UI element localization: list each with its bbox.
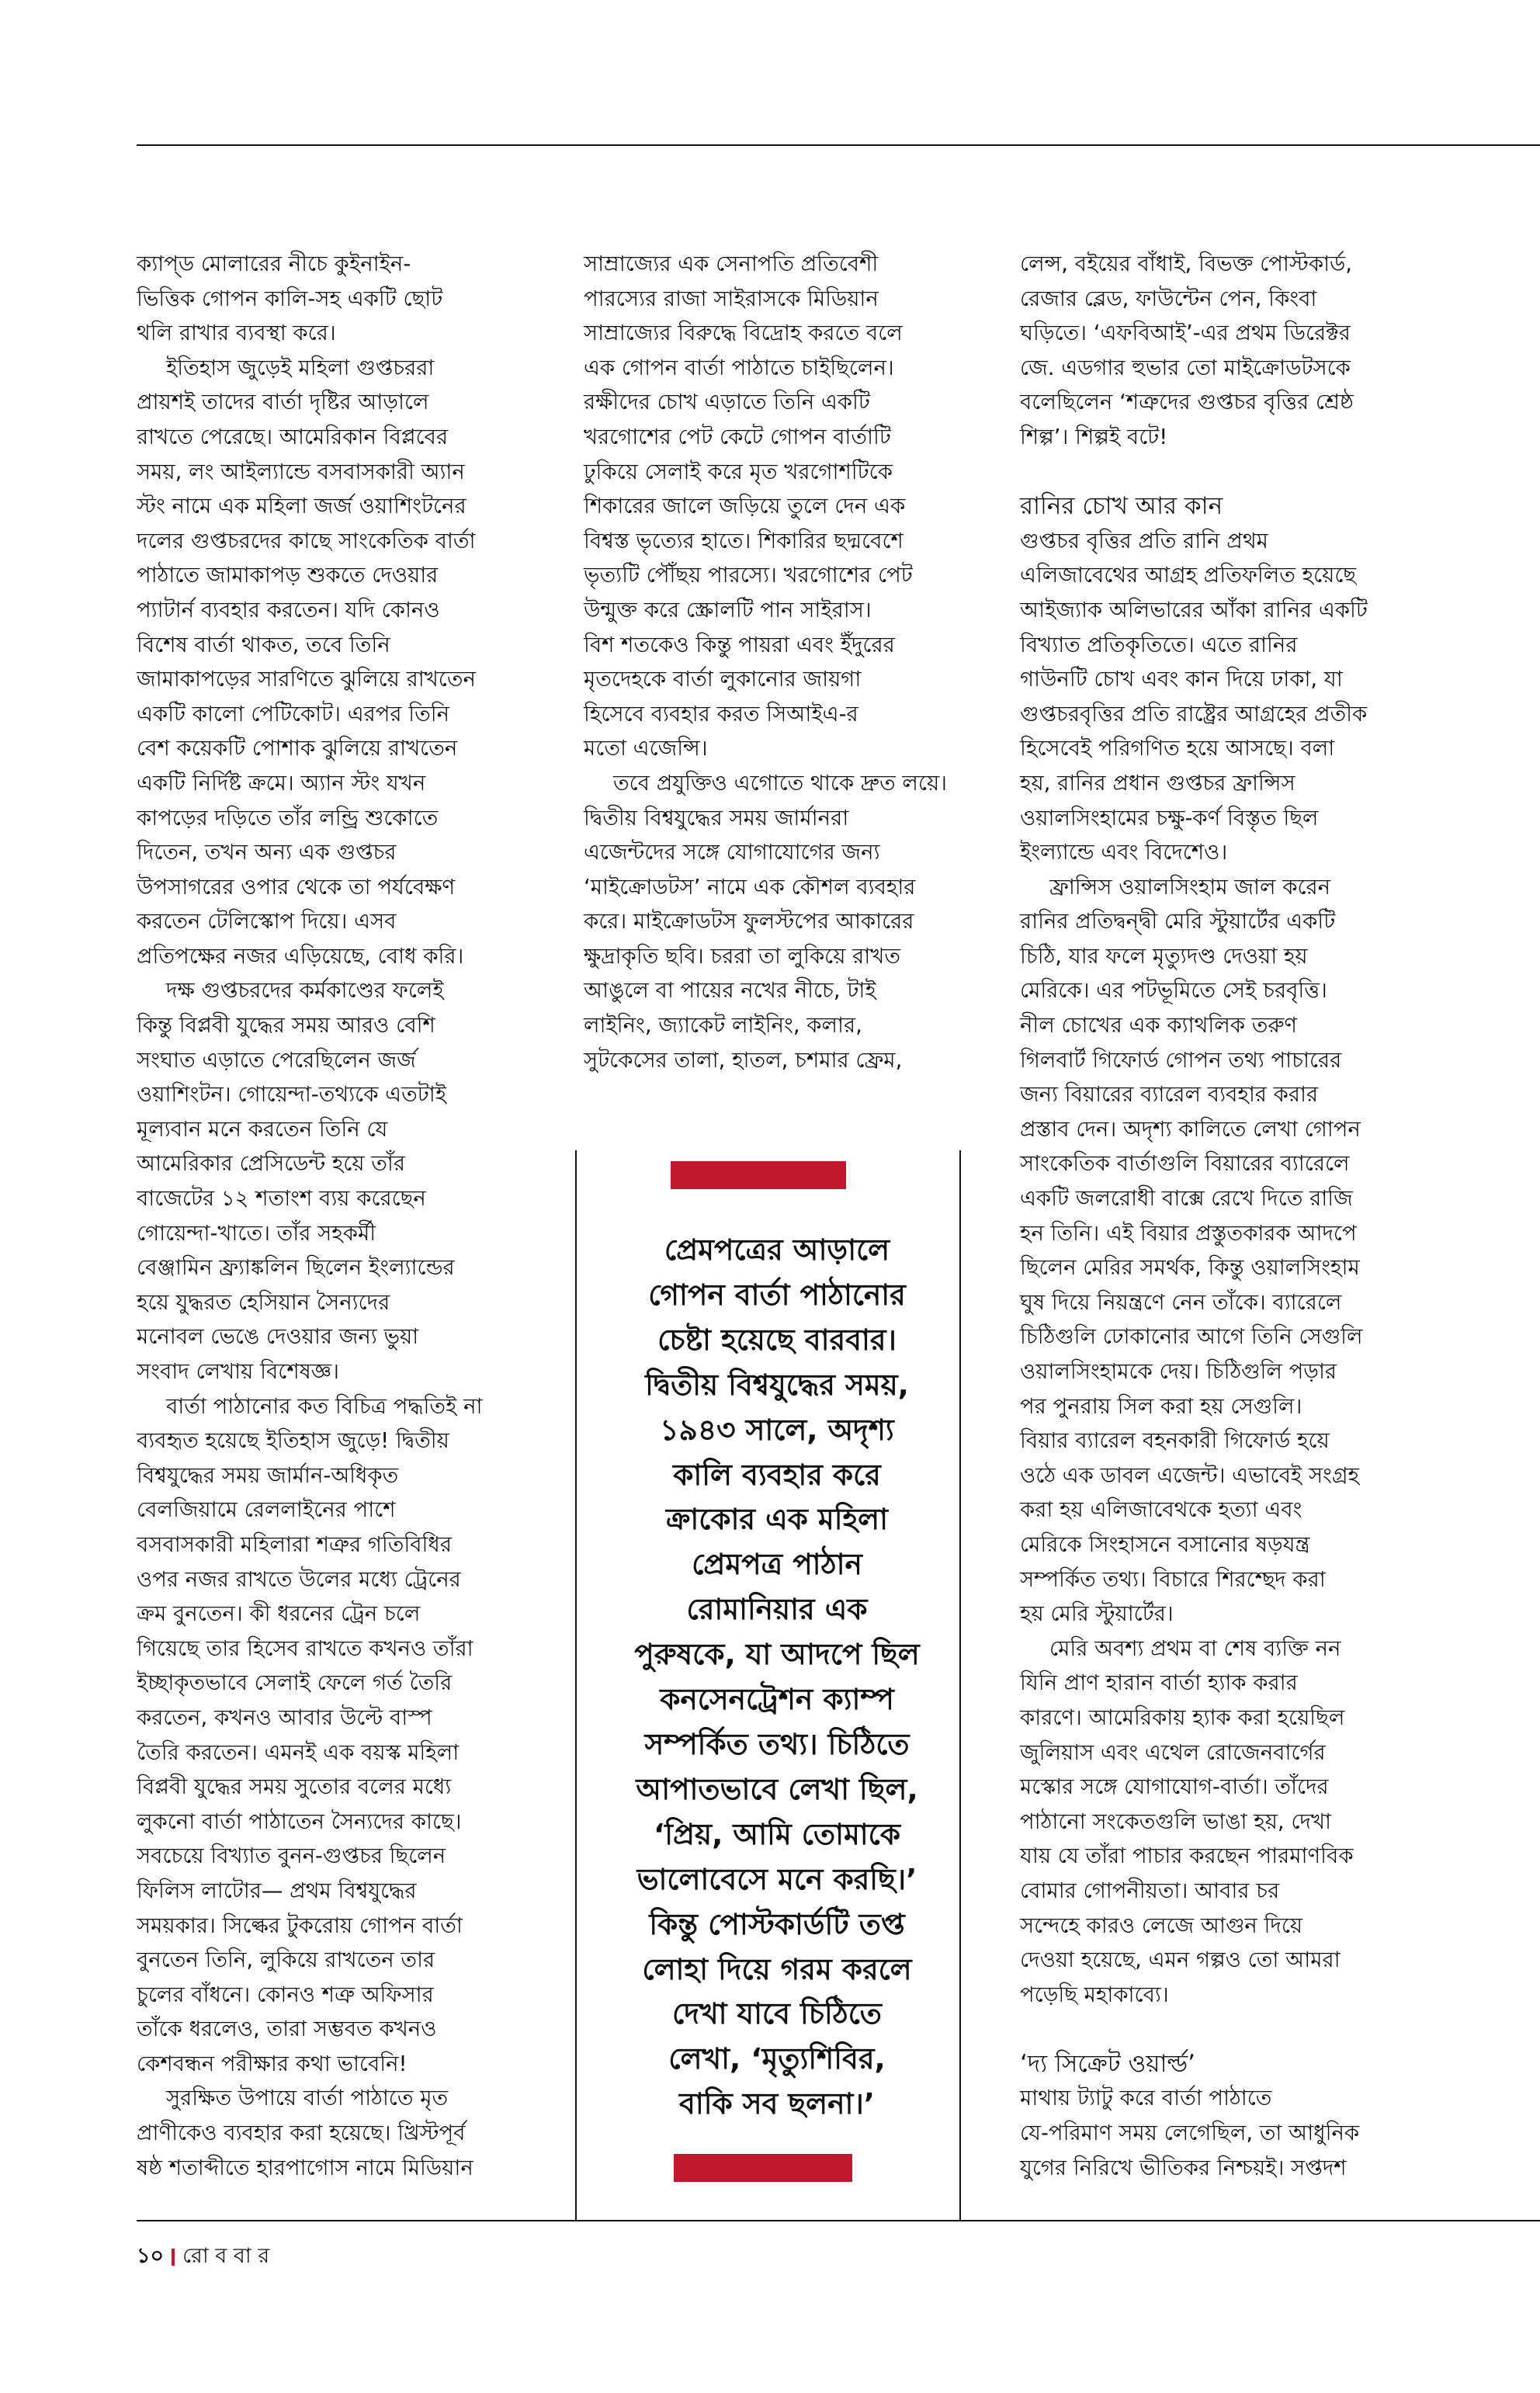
quote-line: ভালোবেসে মনে করছি।’ — [636, 1861, 917, 1896]
quote-line: ‘প্রিয়, আমি তোমাকে — [654, 1816, 900, 1851]
text-line: আইজ্যাক অলিভারের আঁকা রানির একটি — [1020, 597, 1368, 623]
section-heading: ‘দ্য সিক্রেট ওয়ার্ল্ড’ — [1020, 2049, 1196, 2078]
text-line: হিসেবে ব্যবহার করত সিআইএ-র — [584, 701, 858, 727]
text-line: যে-পরিমাণ সময় লেগেছিল, তা আধুনিক — [1020, 2121, 1360, 2146]
text-line: তবে প্রযুক্তিও এগোতে থাকে দ্রুত লয়ে। — [613, 770, 947, 796]
text-line: চিঠিগুলি ঢোকানোর আগে তিনি সেগুলি — [1020, 1324, 1363, 1350]
quote-line: লোহা দিয়ে গরম করলে — [642, 1951, 912, 1986]
text-line: আঙুলে বা পায়ের নখের নীচে, টাই — [584, 978, 876, 1004]
text-line: জুলিয়াস এবং এথেল রোজেনবার্গের — [1020, 1739, 1326, 1765]
text-line: গিয়েছে তার হিসেব রাখতে কখনও তাঁরা — [137, 1635, 473, 1661]
text-line: মূল্যবান মনে করতেন তিনি যে — [137, 1116, 388, 1142]
quote-line: দ্বিতীয় বিশ্বযুদ্ধের সময়, — [645, 1367, 909, 1402]
text-line: ছিলেন মেরির সমর্থক, কিন্তু ওয়ালসিংহাম — [1020, 1255, 1360, 1281]
text-line: দিতেন, তখন অন্য এক গুপ্তচর — [137, 840, 397, 865]
text-line: ঘুষ দিয়ে নিয়ন্ত্রণে নেন তাঁকে। ব্যারেলে — [1020, 1289, 1342, 1315]
text-line: কারণে। আমেরিকায় হ্যাক করা হয়েছিল — [1020, 1705, 1345, 1730]
text-line: মেরিকে সিংহাসনে বসানোর ষড়যন্ত্র — [1020, 1531, 1310, 1557]
text-line: সাম্রাজ্যের বিরুদ্ধে বিদ্রোহ করতে বলে — [584, 321, 903, 346]
text-line: রাখতে পেরেছে। আমেরিকান বিপ্লবের — [137, 424, 449, 449]
quote-line: লেখা, ‘মৃত্যুশিবির, — [668, 2041, 886, 2076]
text-line: ক্রম বুনতেন। কী ধরনের ট্রেন চলে — [137, 1601, 421, 1627]
text-line: ব্যবহৃত হয়েছে ইতিহাস জুড়ে! দ্বিতীয় — [137, 1428, 449, 1454]
text-line: ক্ষুদ্রাকৃতি ছবি। চররা তা লুকিয়ে রাখত — [584, 943, 900, 969]
text-line: ইতিহাস জুড়েই মহিলা গুপ্তচররা — [166, 355, 435, 380]
text-line: মনোবল ভেঙে দেওয়ার জন্য ভুয়া — [137, 1324, 419, 1350]
text-line: হিসেবেই পরিগণিত হয়ে আসছে। বলা — [1020, 736, 1335, 761]
text-line: ইংল্যান্ডে এবং বিদেশেও। — [1020, 840, 1228, 865]
text-line: একটি কালো পেটিকোট। এরপর তিনি — [137, 701, 450, 727]
text-line: দ্বিতীয় বিশ্বযুদ্ধের সময় জার্মানরা — [584, 805, 849, 831]
quote-line: কনসেনট্রেশন ক্যাম্প — [660, 1682, 894, 1717]
text-line: জামাকাপড়ের সারণিতে ঝুলিয়ে রাখতেন — [137, 667, 476, 692]
text-line: ভিত্তিক গোপন কালি-সহ একটি ছোট — [137, 286, 443, 311]
text-line: উন্মুক্ত করে স্ক্রোলটি পান সাইরাস। — [584, 597, 872, 623]
text-line: পর পুনরায় সিল করা হয় সেগুলি। — [1020, 1393, 1302, 1419]
text-line: করতেন, কখনও আবার উল্টে বাস্প — [137, 1705, 432, 1730]
text-line: লেন্স, বইয়ের বাঁধাই, বিভক্ত পোস্টকার্ড, — [1020, 251, 1353, 276]
text-line: সাংকেতিক বার্তাগুলি বিয়ারের ব্যারেলে — [1020, 1151, 1350, 1177]
text-line: সম্পর্কিত তথ্য। বিচারে শিরশ্ছেদ করা — [1020, 1566, 1326, 1592]
text-line: প্যাটার্ন ব্যবহার করতেন। যদি কোনও — [137, 597, 440, 623]
text-line: দলের গুপ্তচরদের কাছে সাংকেতিক বার্তা — [137, 528, 476, 553]
text-line: উপসাগরের ওপার থেকে তা পর্যবেক্ষণ — [137, 874, 456, 900]
text-line: পাঠাতে জামাকাপড় শুকতে দেওয়ার — [137, 563, 439, 588]
text-line: গিলবার্ট গিফোর্ড গোপন তথ্য পাচারের — [1020, 1047, 1342, 1073]
text-line: জন্য বিয়ারের ব্যারেল ব্যবহার করার — [1020, 1082, 1319, 1108]
text-line: হয়, রানির প্রধান গুপ্তচর ফ্রান্সিস — [1020, 770, 1295, 796]
text-line: সময়কার। সিল্কের টুকরোয় গোপন বার্তা — [137, 1913, 463, 1938]
text-line: বেশ কয়েকটি পোশাক ঝুলিয়ে রাখতেন — [137, 736, 458, 761]
text-line: তাঁকে ধরলেও, তারা সম্ভবত কখনও — [137, 2017, 437, 2042]
text-line: প্রাণীকেও ব্যবহার করা হয়েছে। খ্রিস্টপূর্ব — [137, 2121, 466, 2146]
text-line: বিশ শতকেও কিন্তু পায়রা এবং ইঁদুরের — [584, 632, 895, 657]
text-line: এজেন্টদের সঙ্গে যোগাযোগের জন্য — [584, 840, 880, 865]
text-line: যিনি প্রাণ হারান বার্তা হ্যাক করার — [1020, 1670, 1298, 1696]
text-line: কাপড়ের দড়িতে তাঁর লন্ড্রি শুকোতে — [137, 805, 439, 831]
text-line: মেরিকে। এর পটভূমিতে সেই চরবৃত্তি। — [1020, 978, 1327, 1004]
text-line: এক গোপন বার্তা পাঠাতে চাইছিলেন। — [584, 355, 894, 380]
text-line: সাম্রাজ্যের এক সেনাপতি প্রতিবেশী — [584, 251, 879, 276]
text-line: হন তিনি। এই বিয়ার প্রস্তুতকারক আদপে — [1020, 1220, 1357, 1246]
text-line: গাউনটি চোখ এবং কান দিয়ে ঢাকা, যা — [1020, 667, 1343, 692]
text-line: ওয়াশিংটন। গোয়েন্দা-তথ্যকে এতটাই — [137, 1082, 446, 1108]
text-line: হয় মেরি স্টুয়ার্টের। — [1020, 1601, 1174, 1627]
text-line: একটি নির্দিষ্ট ক্রমে। অ্যান স্টং যখন — [137, 770, 426, 796]
text-line: প্রায়শই তাদের বার্তা দৃষ্টির আড়ালে — [137, 390, 429, 415]
text-line: তৈরি করতেন। এমনই এক বয়স্ক মহিলা — [137, 1739, 460, 1765]
page-number: ১০ — [137, 2244, 165, 2268]
text-line: পারস্যের রাজা সাইরাসকে মিডিয়ান — [584, 286, 879, 311]
text-line: চিঠি, যার ফলে মৃত্যুদণ্ড দেওয়া হয় — [1020, 943, 1308, 969]
text-line: কেশবন্ধন পরীক্ষার কথা ভাবেনি! — [137, 2051, 408, 2076]
section-name: রো ব বা র — [182, 2244, 270, 2268]
quote-line: ১৯৪৩ সালে, অদৃশ্য — [660, 1412, 894, 1447]
pull-quote — [596, 1228, 958, 2127]
quote-line: ক্রাকোর এক মহিলা — [666, 1502, 888, 1537]
text-line: বিপ্লবী যুদ্ধের সময় সুতোর বলের মধ্যে — [137, 1774, 452, 1800]
text-line: ঢুকিয়ে সেলাই করে মৃত খরগোশটিকে — [584, 459, 893, 484]
top-rule — [137, 144, 1540, 146]
text-line: সময়, লং আইল্যান্ডে বসবাসকারী অ্যান — [137, 459, 465, 484]
text-line: গুপ্তচরবৃত্তির প্রতি রাষ্ট্রের আগ্রহের প্রতীক — [1020, 701, 1368, 727]
text-line: বুনতেন তিনি, লুকিয়ে রাখতেন তার — [137, 1947, 435, 1973]
text-line: ক্যাপ্ড মোলারের নীচে কুইনাইন- — [137, 251, 411, 276]
text-line: নীল চোখের এক ক্যাথলিক তরুণ — [1020, 1013, 1298, 1039]
text-line: ‘মাইক্রোডটস’ নামে এক কৌশল ব্যবহার — [584, 874, 916, 900]
text-line: রেজার ব্লেড, ফাউন্টেন পেন, কিংবা — [1020, 286, 1317, 311]
text-line: প্রতিপক্ষের নজর এড়িয়েছে, বোধ করি। — [137, 943, 464, 969]
quote-line: পুরুষকে, যা আদপে ছিল — [634, 1637, 920, 1672]
text-line: রানির প্রতিদ্বন্দ্বী মেরি স্টুয়ার্টের একটি — [1020, 909, 1336, 935]
text-line: চুলের বাঁধনে। কোনও শত্রু অফিসার — [137, 1982, 434, 2007]
text-line: মৃতদেহকে বার্তা লুকানোর জায়গা — [584, 667, 862, 692]
text-line: যায় যে তাঁরা পাচার করছেন পারমাণবিক — [1020, 1843, 1354, 1869]
text-line: ষষ্ঠ শতাব্দীতে হারপাগোস নামে মিডিয়ান — [137, 2155, 473, 2180]
text-line: গুপ্তচর বৃত্তির প্রতি রানি প্রথম — [1020, 528, 1268, 553]
accent-bar-bottom — [674, 2154, 852, 2182]
text-line: সংঘাত এড়াতে পেরেছিলেন জর্জ — [137, 1047, 416, 1073]
text-line: শিল্প’। শিল্পই বটে! — [1020, 424, 1168, 449]
text-line: পড়েছি মহাকাব্যে। — [1020, 1982, 1169, 2007]
text-line: মতো এজেন্সি। — [584, 736, 708, 761]
accent-bar-top — [671, 1161, 846, 1189]
text-line: ঘড়িতে। ‘এফবিআই’-এর প্রথম ডিরেক্টর — [1020, 321, 1351, 346]
quote-line: আপাতভাবে লেখা ছিল, — [636, 1771, 918, 1806]
quote-line: প্রেমপত্রের আড়ালে — [664, 1233, 890, 1267]
text-line: সন্দেহে কারও লেজে আগুন দিয়ে — [1020, 1913, 1303, 1938]
text-line: ইচ্ছাকৃতভাবে সেলাই ফেলে গর্ত তৈরি — [137, 1670, 453, 1696]
bottom-rule — [137, 2220, 1540, 2221]
quote-line: চেষ্টা হয়েছে বারবার। — [657, 1322, 897, 1357]
text-line: দেওয়া হয়েছে, এমন গল্পও তো আমরা — [1020, 1947, 1341, 1973]
text-line: হয়ে যুদ্ধরত হেসিয়ান সৈন্যদের — [137, 1289, 390, 1315]
text-line: বিখ্যাত প্রতিকৃতিতে। এতে রানির — [1020, 632, 1298, 657]
text-line: বিশেষ বার্তা থাকত, তবে তিনি — [137, 632, 390, 657]
text-line: বিশ্বযুদ্ধের সময় জার্মান-অধিকৃত — [137, 1462, 399, 1488]
text-line: স্টং নামে এক মহিলা জর্জ ওয়াশিংটনের — [137, 494, 467, 519]
text-line: ফ্রান্সিস ওয়ালসিংহাম জাল করেন — [1049, 874, 1331, 900]
article-column-1 — [137, 247, 525, 2185]
text-line: খরগোশের পেট কেটে গোপন বার্তাটি — [584, 424, 891, 449]
text-line: ফিলিস লাটোর— প্রথম বিশ্বযুদ্ধের — [137, 1878, 417, 1903]
quote-line: কালি ব্যবহার করে — [673, 1457, 881, 1492]
article-column-3 — [1020, 247, 1408, 2185]
text-line: বোমার গোপনীয়তা। আবার চর — [1020, 1878, 1280, 1903]
text-line: লাইনিং, জ্যাকেট লাইনিং, কলার, — [584, 1013, 862, 1039]
quote-line: গোপন বার্তা পাঠানোর — [648, 1277, 906, 1312]
text-line: গোয়েন্দা-খাতে। তাঁর সহকর্মী — [137, 1220, 376, 1246]
text-line: করে। মাইক্রোডটস ফুলস্টপের আকারের — [584, 909, 914, 935]
quote-line: রোমানিয়ার এক — [686, 1592, 868, 1627]
text-line: বাজেটের ১২ শতাংশ ব্যয় করেছেন — [137, 1186, 426, 1212]
text-line: শিকারের জালে জড়িয়ে তুলে দেন এক — [584, 494, 906, 519]
article-column-2 — [584, 247, 972, 1077]
text-line: বিশ্বস্ত ভৃত্যের হাতে। শিকারির ছদ্মবেশে — [584, 528, 904, 553]
footer-separator — [172, 2249, 175, 2266]
text-line: যুগের নিরিখে ভীতিকর নিশ্চয়ই। সপ্তদশ — [1020, 2155, 1347, 2180]
text-line: বসবাসকারী মহিলারা শত্রুর গতিবিধির — [137, 1531, 452, 1557]
text-line: ওয়ালসিংহামের চক্ষু-কর্ণ বিস্তৃত ছিল — [1020, 805, 1319, 831]
text-line: একটি জলরোধী বাক্সে রেখে দিতে রাজি — [1020, 1186, 1353, 1212]
text-line: প্রস্তাব দেন। অদৃশ্য কালিতে লেখা গোপন — [1020, 1116, 1361, 1142]
quote-line: সম্পর্কিত তথ্য। চিঠিতে — [644, 1726, 910, 1761]
quote-line: বাকি সব ছলনা।’ — [678, 2086, 876, 2121]
text-line: লুকনো বার্তা পাঠাতেন সৈন্যদের কাছে। — [137, 1809, 462, 1834]
text-line: মাথায় ট্যাটু করে বার্তা পাঠাতে — [1020, 2086, 1272, 2111]
quote-line: দেখা যাবে চিঠিতে — [672, 1996, 882, 2031]
text-line: রক্ষীদের চোখ এড়াতে তিনি একটি — [584, 390, 870, 415]
column-divider — [959, 1150, 961, 2220]
text-line: থলি রাখার ব্যবস্থা করে। — [137, 321, 336, 346]
text-line: সংবাদ লেখায় বিশেষজ্ঞ। — [137, 1359, 339, 1384]
text-line: করা হয় এলিজাবেথকে হত্যা এবং — [1020, 1497, 1302, 1523]
text-line: বিয়ার ব্যারেল বহনকারী গিফোর্ড হয়ে — [1020, 1428, 1330, 1454]
text-line: বলেছিলেন ‘শত্রুদের গুপ্তচর বৃত্তির শ্রেষ্ঠ — [1020, 390, 1354, 415]
text-line: এলিজাবেথের আগ্রহ প্রতিফলিত হয়েছে — [1020, 563, 1357, 588]
quote-line: প্রেমপত্র পাঠান — [692, 1547, 862, 1582]
text-line: মস্কোর সঙ্গে যোগাযোগ-বার্তা। তাঁদের — [1020, 1774, 1329, 1800]
text-line: সুটকেসের তালা, হাতল, চশমার ফ্রেম, — [584, 1047, 903, 1073]
text-line: আমেরিকার প্রেসিডেন্ট হয়ে তাঁর — [137, 1151, 406, 1177]
text-line: করতেন টেলিস্কোপ দিয়ে। এসব — [137, 909, 397, 935]
text-line: দক্ষ গুপ্তচরদের কর্মকাণ্ডের ফলেই — [166, 978, 444, 1004]
text-line: বার্তা পাঠানোর কত বিচিত্র পদ্ধতিই না — [166, 1393, 483, 1419]
column-divider — [575, 1150, 577, 2220]
page-footer — [137, 2240, 269, 2275]
text-line: ওয়ালসিংহামকে দেয়। চিঠিগুলি পড়ার — [1020, 1359, 1337, 1384]
section-heading: রানির চোখ আর কান — [1020, 492, 1223, 521]
text-line: ওপর নজর রাখতে উলের মধ্যে ট্রেনের — [137, 1566, 461, 1592]
text-line: মেরি অবশ্য প্রথম বা শেষ ব্যক্তি নন — [1049, 1635, 1341, 1661]
quote-line: কিন্তু পোস্টকার্ডটি তপ্ত — [649, 1906, 905, 1941]
text-line: কিন্তু বিপ্লবী যুদ্ধের সময় আরও বেশি — [137, 1013, 435, 1039]
text-line: সুরক্ষিত উপায়ে বার্তা পাঠাতে মৃত — [166, 2086, 449, 2111]
text-line: সবচেয়ে বিখ্যাত বুনন-গুপ্তচর ছিলেন — [137, 1843, 446, 1869]
text-line: পাঠানো সংকেতগুলি ভাঙা হয়, দেখা — [1020, 1809, 1332, 1834]
text-line: ওঠে এক ডাবল এজেন্ট। এভাবেই সংগ্রহ — [1020, 1462, 1360, 1488]
text-line: বেলজিয়ামে রেললাইনের পাশে — [137, 1497, 396, 1523]
text-line: ভৃত্যটি পৌঁছয় পারস্যে। খরগোশের পেট — [584, 563, 913, 588]
text-line: বেঞ্জামিন ফ্র্যাঙ্কলিন ছিলেন ইংল্যান্ডের — [137, 1255, 455, 1281]
text-line: জে. এডগার হুভার তো মাইক্রোডটসকে — [1020, 355, 1351, 380]
